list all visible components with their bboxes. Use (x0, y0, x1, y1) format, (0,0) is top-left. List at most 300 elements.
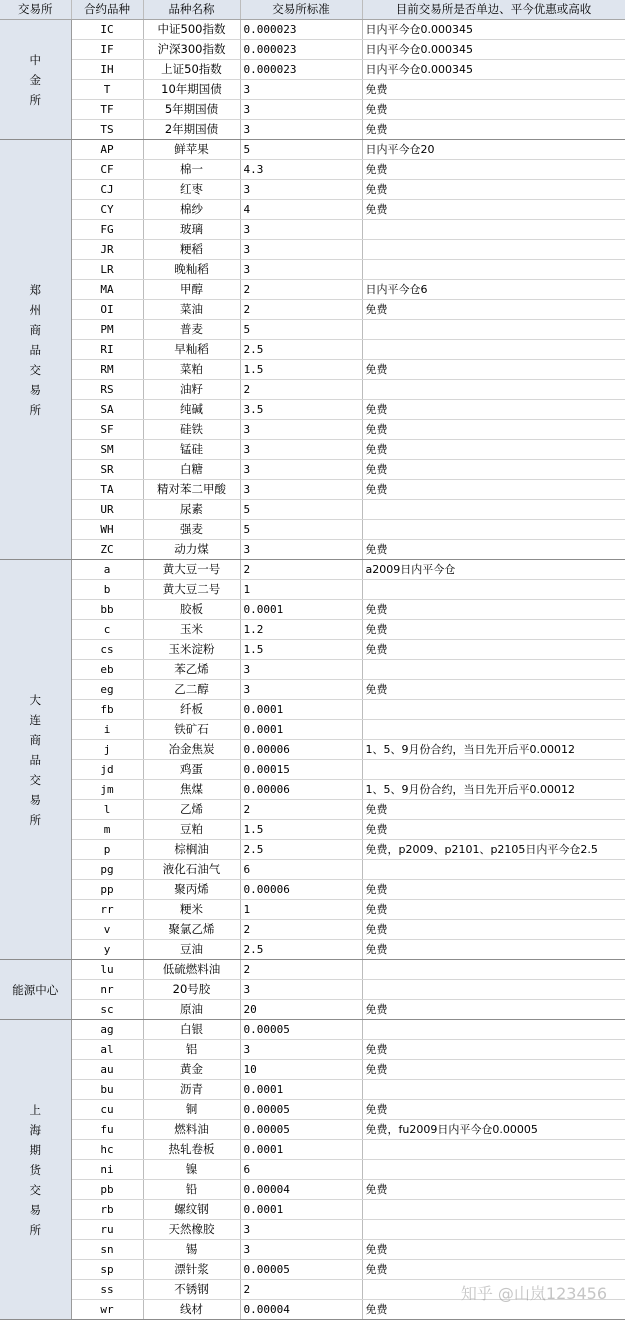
exchange-standard: 2 (240, 920, 362, 940)
table-row (0, 1020, 625, 1040)
table-row (0, 540, 625, 560)
table-row (0, 180, 625, 200)
contract-code: i (71, 720, 143, 740)
discount-note: 免费 (362, 120, 625, 140)
exchange-standard: 2 (240, 300, 362, 320)
header-discount: 目前交易所是否单边、平今优惠或高收 (362, 0, 625, 20)
product-name: 白银 (143, 1020, 240, 1040)
contract-code: lu (71, 960, 143, 980)
contract-code: SA (71, 400, 143, 420)
discount-note: 免费 (362, 640, 625, 660)
discount-note: 1、5、9月份合约，当日先开后平0.00012 (362, 780, 625, 800)
header-exchange: 交易所 (0, 0, 71, 20)
table-row (0, 920, 625, 940)
table-row (0, 380, 625, 400)
product-name: 胶板 (143, 600, 240, 620)
exchange-standard: 0.00006 (240, 880, 362, 900)
discount-note (362, 1020, 625, 1040)
product-name: 中证500指数 (143, 20, 240, 40)
exchange-standard: 3 (240, 660, 362, 680)
discount-note: 免费 (362, 880, 625, 900)
contract-code: l (71, 800, 143, 820)
table-row (0, 860, 625, 880)
contract-code: IF (71, 40, 143, 60)
discount-note: 免费 (362, 160, 625, 180)
table-row (0, 40, 625, 60)
contract-code: m (71, 820, 143, 840)
exchange-standard: 20 (240, 1000, 362, 1020)
exchange-standard: 3 (240, 480, 362, 500)
product-name: 菜粕 (143, 360, 240, 380)
contract-code: PM (71, 320, 143, 340)
product-name: 燃料油 (143, 1120, 240, 1140)
product-name: 锡 (143, 1240, 240, 1260)
contract-code: pb (71, 1180, 143, 1200)
product-name: 锰硅 (143, 440, 240, 460)
discount-note: 免费 (362, 1180, 625, 1200)
table-row (0, 1200, 625, 1220)
contract-code: sp (71, 1260, 143, 1280)
table-row (0, 560, 625, 580)
product-name: 镍 (143, 1160, 240, 1180)
product-name: 沥青 (143, 1080, 240, 1100)
product-name: 不锈钢 (143, 1280, 240, 1300)
discount-note (362, 1200, 625, 1220)
exchange-standard: 0.00006 (240, 780, 362, 800)
exchange-standard: 0.0001 (240, 720, 362, 740)
contract-code: cu (71, 1100, 143, 1120)
product-name: 早籼稻 (143, 340, 240, 360)
product-name: 10年期国债 (143, 80, 240, 100)
contract-code: sn (71, 1240, 143, 1260)
product-name: 玉米 (143, 620, 240, 640)
product-name: 甲醇 (143, 280, 240, 300)
table-row (0, 1260, 625, 1280)
discount-note: 免费 (362, 460, 625, 480)
product-name: 纤板 (143, 700, 240, 720)
discount-note (362, 760, 625, 780)
table-row (0, 280, 625, 300)
table-row (0, 520, 625, 540)
discount-note: 免费 (362, 1100, 625, 1120)
exchange-standard: 0.00004 (240, 1180, 362, 1200)
table-row (0, 340, 625, 360)
exchange-standard: 1 (240, 900, 362, 920)
discount-note: 免费 (362, 360, 625, 380)
exchange-standard: 0.000023 (240, 20, 362, 40)
exchange-standard: 0.00015 (240, 760, 362, 780)
exchange-standard: 1 (240, 580, 362, 600)
product-name: 普麦 (143, 320, 240, 340)
product-name: 纯碱 (143, 400, 240, 420)
product-name: 黄金 (143, 1060, 240, 1080)
table-row (0, 140, 625, 160)
exchange-standard: 5 (240, 500, 362, 520)
discount-note: 免费 (362, 100, 625, 120)
table-row (0, 800, 625, 820)
exchange-standard: 3 (240, 180, 362, 200)
product-name: 漂针浆 (143, 1260, 240, 1280)
discount-note: 免费 (362, 400, 625, 420)
exchange-standard: 3 (240, 440, 362, 460)
discount-note (362, 660, 625, 680)
discount-note: 1、5、9月份合约，当日先开后平0.00012 (362, 740, 625, 760)
discount-note: 日内平今仓0.000345 (362, 60, 625, 80)
contract-code: UR (71, 500, 143, 520)
product-name: 油籽 (143, 380, 240, 400)
product-name: 强麦 (143, 520, 240, 540)
table-row (0, 1140, 625, 1160)
exchange-label: 郑州商品交易所 (29, 282, 41, 417)
table-row (0, 900, 625, 920)
table-row (0, 1120, 625, 1140)
contract-code: TS (71, 120, 143, 140)
table-row (0, 940, 625, 960)
product-name: 菜油 (143, 300, 240, 320)
contract-code: SR (71, 460, 143, 480)
discount-note: 日内平今仓0.000345 (362, 40, 625, 60)
exchange-standard: 0.00005 (240, 1260, 362, 1280)
contract-code: y (71, 940, 143, 960)
product-name: 玉米淀粉 (143, 640, 240, 660)
exchange-standard: 3 (240, 680, 362, 700)
product-name: 棉一 (143, 160, 240, 180)
contract-code: JR (71, 240, 143, 260)
contract-code: jm (71, 780, 143, 800)
table-row (0, 1100, 625, 1120)
product-name: 铅 (143, 1180, 240, 1200)
product-name: 聚氯乙烯 (143, 920, 240, 940)
exchange-standard: 0.00005 (240, 1120, 362, 1140)
table-row (0, 620, 625, 640)
exchange-label: 中金所 (29, 52, 41, 107)
discount-note (362, 500, 625, 520)
exchange-label: 能源中心 (12, 982, 59, 997)
product-name: 精对苯二甲酸 (143, 480, 240, 500)
exchange-standard: 0.00005 (240, 1020, 362, 1040)
contract-code: RI (71, 340, 143, 360)
contract-code: ag (71, 1020, 143, 1040)
exchange-label: 上海期货交易所 (29, 1102, 41, 1237)
product-name: 黄大豆一号 (143, 560, 240, 580)
exchange-standard: 10 (240, 1060, 362, 1080)
exchange-standard: 3 (240, 260, 362, 280)
contract-code: bb (71, 600, 143, 620)
product-name: 红枣 (143, 180, 240, 200)
table-row (0, 1180, 625, 1200)
exchange-standard: 2.5 (240, 340, 362, 360)
discount-note: 免费 (362, 620, 625, 640)
table-row (0, 460, 625, 480)
discount-note (362, 320, 625, 340)
table-row (0, 120, 625, 140)
contract-code: ru (71, 1220, 143, 1240)
table-row (0, 1240, 625, 1260)
discount-note: 日内平今仓20 (362, 140, 625, 160)
product-name: 尿素 (143, 500, 240, 520)
contract-code: IH (71, 60, 143, 80)
exchange-standard: 0.0001 (240, 1140, 362, 1160)
exchange-cell (0, 960, 71, 1020)
contract-code: au (71, 1060, 143, 1080)
exchange-standard: 1.5 (240, 640, 362, 660)
contract-code: cs (71, 640, 143, 660)
discount-note (362, 1140, 625, 1160)
product-name: 热轧卷板 (143, 1140, 240, 1160)
header-row (0, 0, 625, 20)
contract-code: SM (71, 440, 143, 460)
discount-note (362, 380, 625, 400)
table-row (0, 660, 625, 680)
contract-code: CY (71, 200, 143, 220)
discount-note: 免费 (362, 1060, 625, 1080)
contract-code: ZC (71, 540, 143, 560)
discount-note: 免费 (362, 1040, 625, 1060)
product-name: 5年期国债 (143, 100, 240, 120)
discount-note: 日内平今仓6 (362, 280, 625, 300)
product-name: 黄大豆二号 (143, 580, 240, 600)
exchange-cell (0, 20, 71, 140)
exchange-standard: 2 (240, 1280, 362, 1300)
discount-note: 免费 (362, 600, 625, 620)
exchange-cell (0, 560, 71, 960)
discount-note (362, 580, 625, 600)
table-row (0, 80, 625, 100)
table-row (0, 420, 625, 440)
exchange-standard: 3 (240, 1220, 362, 1240)
exchange-standard: 3 (240, 460, 362, 480)
contract-code: FG (71, 220, 143, 240)
product-name: 低硫燃料油 (143, 960, 240, 980)
contract-code: fb (71, 700, 143, 720)
table-row (0, 580, 625, 600)
product-name: 上证50指数 (143, 60, 240, 80)
contract-code: pg (71, 860, 143, 880)
contract-code: OI (71, 300, 143, 320)
product-name: 乙二醇 (143, 680, 240, 700)
table-row (0, 960, 625, 980)
contract-code: IC (71, 20, 143, 40)
contract-code: SF (71, 420, 143, 440)
exchange-standard: 0.00006 (240, 740, 362, 760)
product-name: 鲜苹果 (143, 140, 240, 160)
exchange-standard: 2 (240, 960, 362, 980)
table-row (0, 840, 625, 860)
exchange-standard: 0.000023 (240, 40, 362, 60)
contract-code: wr (71, 1300, 143, 1320)
exchange-standard: 3 (240, 240, 362, 260)
discount-note: 免费 (362, 800, 625, 820)
product-name: 棕榈油 (143, 840, 240, 860)
discount-note: 免费 (362, 480, 625, 500)
table-row (0, 740, 625, 760)
contract-code: b (71, 580, 143, 600)
contract-code: c (71, 620, 143, 640)
exchange-standard: 0.000023 (240, 60, 362, 80)
discount-note (362, 240, 625, 260)
discount-note (362, 1160, 625, 1180)
contract-code: MA (71, 280, 143, 300)
discount-note: 免费 (362, 200, 625, 220)
exchange-standard: 3 (240, 540, 362, 560)
contract-code: TA (71, 480, 143, 500)
contract-code: CF (71, 160, 143, 180)
discount-note: 免费 (362, 1000, 625, 1020)
contract-code: ss (71, 1280, 143, 1300)
exchange-standard: 3 (240, 1040, 362, 1060)
contract-code: AP (71, 140, 143, 160)
table-row (0, 880, 625, 900)
table-row (0, 300, 625, 320)
exchange-standard: 6 (240, 1160, 362, 1180)
product-name: 液化石油气 (143, 860, 240, 880)
discount-note: 免费，fu2009日内平今仓0.00005 (362, 1120, 625, 1140)
contract-code: eg (71, 680, 143, 700)
table-row (0, 1060, 625, 1080)
exchange-standard: 3 (240, 420, 362, 440)
product-name: 聚丙烯 (143, 880, 240, 900)
exchange-standard: 2 (240, 280, 362, 300)
product-name: 苯乙烯 (143, 660, 240, 680)
product-name: 乙烯 (143, 800, 240, 820)
table-row (0, 60, 625, 80)
contract-code: T (71, 80, 143, 100)
product-name: 铜 (143, 1100, 240, 1120)
product-name: 鸡蛋 (143, 760, 240, 780)
table-row (0, 1040, 625, 1060)
table-row (0, 640, 625, 660)
discount-note (362, 860, 625, 880)
header-standard: 交易所标准 (240, 0, 362, 20)
exchange-standard: 3 (240, 220, 362, 240)
discount-note: 免费 (362, 680, 625, 700)
contract-code: ni (71, 1160, 143, 1180)
discount-note: 免费 (362, 1300, 625, 1320)
product-name: 硅铁 (143, 420, 240, 440)
exchange-standard: 4 (240, 200, 362, 220)
discount-note: 免费 (362, 920, 625, 940)
discount-note: a2009日内平今仓 (362, 560, 625, 580)
product-name: 铝 (143, 1040, 240, 1060)
product-name: 豆粕 (143, 820, 240, 840)
exchange-standard: 1.5 (240, 820, 362, 840)
table-row (0, 1220, 625, 1240)
contract-code: WH (71, 520, 143, 540)
table-row (0, 980, 625, 1000)
exchange-standard: 0.0001 (240, 700, 362, 720)
discount-note: 免费 (362, 1260, 625, 1280)
discount-note: 免费 (362, 940, 625, 960)
contract-code: jd (71, 760, 143, 780)
discount-note (362, 720, 625, 740)
product-name: 动力煤 (143, 540, 240, 560)
exchange-standard: 5 (240, 320, 362, 340)
product-name: 白糖 (143, 460, 240, 480)
exchange-standard: 1.2 (240, 620, 362, 640)
table-row (0, 720, 625, 740)
table-row (0, 440, 625, 460)
contract-code: bu (71, 1080, 143, 1100)
table-row (0, 500, 625, 520)
product-name: 冶金焦炭 (143, 740, 240, 760)
contract-code: RM (71, 360, 143, 380)
product-name: 焦煤 (143, 780, 240, 800)
product-name: 棉纱 (143, 200, 240, 220)
table-row (0, 700, 625, 720)
contract-code: TF (71, 100, 143, 120)
product-name: 晚籼稻 (143, 260, 240, 280)
discount-note (362, 960, 625, 980)
exchange-standard: 2.5 (240, 940, 362, 960)
table-row (0, 240, 625, 260)
product-name: 20号胶 (143, 980, 240, 1000)
exchange-cell (0, 140, 71, 560)
exchange-label: 大连商品交易所 (29, 692, 41, 827)
table-row (0, 260, 625, 280)
exchange-standard: 3 (240, 100, 362, 120)
discount-note (362, 980, 625, 1000)
discount-note (362, 1080, 625, 1100)
contract-code: LR (71, 260, 143, 280)
contract-code: v (71, 920, 143, 940)
discount-note (362, 1220, 625, 1240)
table-row (0, 200, 625, 220)
table-row (0, 1160, 625, 1180)
table-row (0, 320, 625, 340)
discount-note (362, 700, 625, 720)
exchange-standard: 0.00005 (240, 1100, 362, 1120)
table-row (0, 820, 625, 840)
exchange-standard: 2.5 (240, 840, 362, 860)
contract-code: rb (71, 1200, 143, 1220)
contract-code: al (71, 1040, 143, 1060)
discount-note: 免费 (362, 900, 625, 920)
exchange-standard: 6 (240, 860, 362, 880)
contract-code: sc (71, 1000, 143, 1020)
table-row (0, 760, 625, 780)
product-name: 铁矿石 (143, 720, 240, 740)
table-row (0, 680, 625, 700)
discount-note (362, 260, 625, 280)
contract-code: CJ (71, 180, 143, 200)
table-row (0, 780, 625, 800)
discount-note: 免费 (362, 80, 625, 100)
exchange-standard: 3 (240, 80, 362, 100)
table-row (0, 100, 625, 120)
exchange-standard: 3 (240, 120, 362, 140)
table-row (0, 360, 625, 380)
exchange-standard: 5 (240, 140, 362, 160)
exchange-standard: 3.5 (240, 400, 362, 420)
exchange-standard: 4.3 (240, 160, 362, 180)
contract-code: hc (71, 1140, 143, 1160)
exchange-cell (0, 1020, 71, 1320)
exchange-standard: 0.0001 (240, 1080, 362, 1100)
watermark: 知乎 @山岚123456 (460, 1284, 607, 1303)
discount-note: 免费 (362, 820, 625, 840)
discount-note: 免费 (362, 440, 625, 460)
contract-code: eb (71, 660, 143, 680)
product-name: 玻璃 (143, 220, 240, 240)
header-contract: 合约品种 (71, 0, 143, 20)
exchange-standard: 2 (240, 800, 362, 820)
discount-note: 免费 (362, 420, 625, 440)
contract-code: p (71, 840, 143, 860)
table-row (0, 480, 625, 500)
discount-note (362, 520, 625, 540)
table-row (0, 1080, 625, 1100)
table-row (0, 600, 625, 620)
